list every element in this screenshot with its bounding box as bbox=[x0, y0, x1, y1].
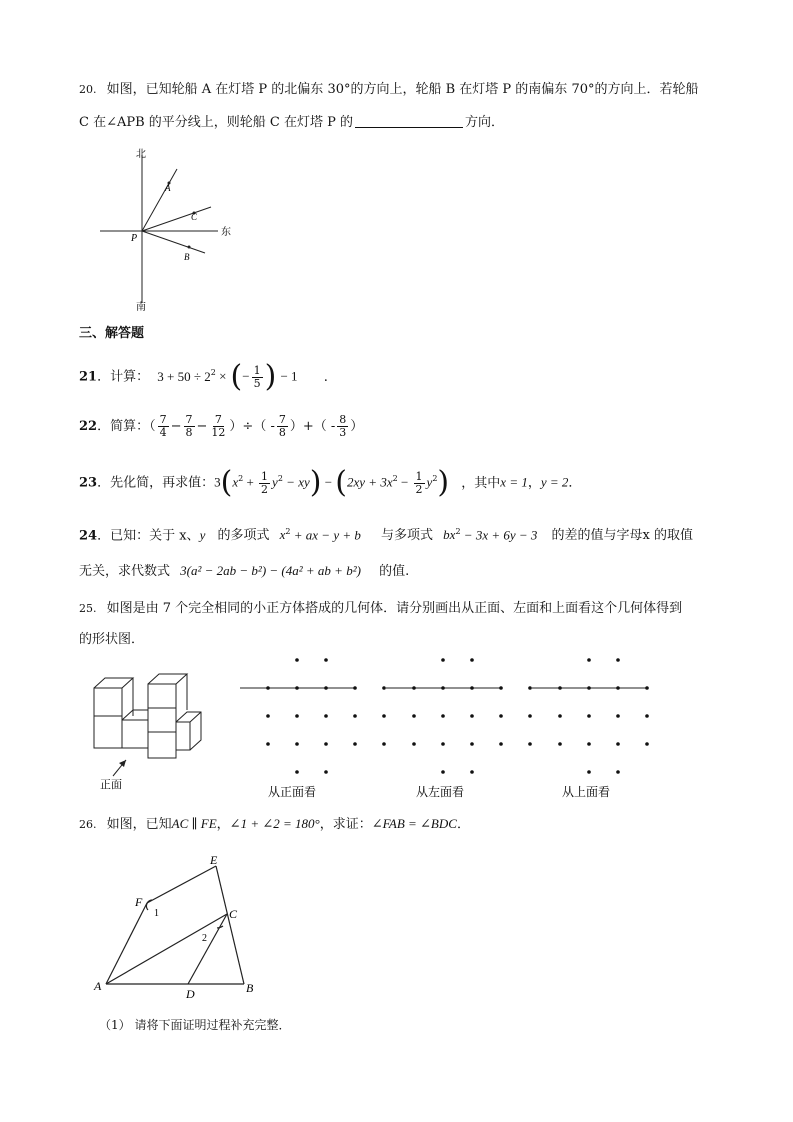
angle-1-arc bbox=[146, 900, 152, 910]
grid-dot bbox=[616, 742, 620, 746]
q23-half-2-num: 1 bbox=[415, 469, 423, 483]
q23-coef: 3 bbox=[214, 474, 221, 490]
q22-f5-den: 3 bbox=[339, 426, 347, 439]
grid-dot bbox=[499, 714, 503, 718]
cube-right-bottom-front bbox=[148, 732, 176, 758]
q22-minus-2: − bbox=[196, 419, 208, 434]
grid-dot bbox=[470, 770, 474, 774]
view-label-top: 从上面看 bbox=[562, 785, 611, 799]
q23-inner2a: 2xy + 3x bbox=[347, 474, 393, 490]
label-P: P bbox=[131, 233, 138, 244]
segment-DC bbox=[188, 914, 227, 984]
grid-dot bbox=[412, 714, 416, 718]
grid-dot bbox=[587, 686, 591, 690]
q21-frac-num: 1 bbox=[253, 363, 261, 377]
grid-dot bbox=[295, 742, 299, 746]
grid-dot bbox=[441, 658, 445, 662]
q25-dot-grids bbox=[232, 650, 662, 800]
grid-dot bbox=[528, 742, 532, 746]
grid-dot bbox=[324, 714, 328, 718]
grid-dot bbox=[441, 714, 445, 718]
cube-left-top-face bbox=[94, 678, 133, 688]
q23-end: ． bbox=[568, 475, 582, 491]
q22 bbox=[79, 414, 363, 439]
grid-dot bbox=[587, 714, 591, 718]
grid-dot bbox=[324, 686, 328, 690]
grid-dot bbox=[616, 714, 620, 718]
q23-lparen-2: ( bbox=[335, 465, 348, 500]
grid-dot bbox=[645, 714, 649, 718]
q24-text-1b: 的多项式 bbox=[217, 528, 270, 544]
q24-poly2b: − 3x + 6y − 3 bbox=[460, 527, 538, 543]
grid-dot bbox=[558, 714, 562, 718]
grid-dot bbox=[295, 770, 299, 774]
q22-f1-den: 4 bbox=[159, 426, 167, 439]
grid-dot bbox=[558, 686, 562, 690]
q21-tail: − 1 bbox=[280, 368, 298, 384]
q21-expr-a: 3 + 50 ÷ 2 bbox=[157, 368, 211, 384]
q23-sq-3: 2 bbox=[392, 474, 398, 484]
q22-frac-1 bbox=[158, 414, 169, 439]
grid-dot bbox=[266, 742, 270, 746]
grid-dot bbox=[558, 742, 562, 746]
cube-left-bottom-front bbox=[94, 716, 122, 748]
q24-line2 bbox=[79, 561, 409, 582]
grid-dot bbox=[616, 770, 620, 774]
grid-dot bbox=[324, 742, 328, 746]
q23-half-1 bbox=[259, 471, 270, 496]
q24-poly1-sq: 2 bbox=[285, 527, 291, 536]
grid-dot bbox=[353, 742, 357, 746]
grid-dot bbox=[528, 686, 532, 690]
q21-lparen: ( bbox=[230, 359, 243, 394]
dot-grid-group bbox=[240, 658, 662, 774]
grid-dot bbox=[470, 658, 474, 662]
q23-y: y bbox=[272, 474, 278, 490]
cube-right-mid-front bbox=[148, 708, 176, 732]
q23-plus: + bbox=[243, 474, 258, 490]
q24-poly1b: + ax − y + b bbox=[290, 527, 361, 543]
q20-number: 20. bbox=[79, 83, 97, 96]
q24-poly2-sq: 2 bbox=[455, 527, 461, 536]
grid-dot bbox=[470, 686, 474, 690]
grid-dot bbox=[441, 686, 445, 690]
q23-rparen-1: ) bbox=[309, 465, 322, 500]
grid-dot bbox=[295, 658, 299, 662]
label-angle-1: 1 bbox=[154, 908, 159, 919]
q22-frac-2 bbox=[184, 414, 195, 439]
q23-half-1-num: 1 bbox=[261, 469, 269, 483]
q22-f4-num: 7 bbox=[278, 413, 286, 426]
q23-sq-4: 2 bbox=[432, 474, 438, 484]
q24-text-1c: 与多项式 bbox=[381, 528, 434, 544]
q26-text-a: 如图，已知 bbox=[106, 817, 172, 832]
q21-label: ．计算： bbox=[97, 369, 150, 385]
q20-line1 bbox=[79, 80, 698, 100]
q23-label: ．先化简，再求值： bbox=[97, 475, 215, 491]
q23-half-2 bbox=[414, 471, 425, 496]
q20-compass-figure bbox=[95, 143, 235, 318]
q25-number: 25. bbox=[79, 602, 97, 615]
grid-dot bbox=[499, 742, 503, 746]
q22-f2-den: 8 bbox=[185, 426, 193, 439]
q23-half-1-den: 2 bbox=[261, 482, 269, 496]
grid-dot bbox=[295, 714, 299, 718]
q23-sq-2: 2 bbox=[277, 474, 283, 484]
front-arrow-head bbox=[119, 760, 126, 767]
grid-dot bbox=[324, 770, 328, 774]
q26-text-b: ， bbox=[216, 817, 230, 832]
grid-dot bbox=[295, 686, 299, 690]
label-F: F bbox=[135, 895, 143, 909]
q23-xy: − xy bbox=[282, 474, 310, 490]
q22-f3-den: 12 bbox=[211, 426, 226, 439]
cube-back-right-top-edge bbox=[190, 712, 201, 722]
grid-dot bbox=[382, 686, 386, 690]
q20-text-2a: C 在∠APB 的平分线上，则轮船 C 在灯塔 P 的 bbox=[79, 115, 354, 130]
q22-f5-num: 8 bbox=[339, 413, 347, 426]
q22-frac-3 bbox=[209, 414, 227, 439]
label-D: D bbox=[186, 987, 195, 1001]
label-B: B bbox=[184, 252, 190, 262]
q23-sq-1: 2 bbox=[238, 474, 244, 484]
q24-text-1a: ．已知：关于 x、 bbox=[97, 528, 200, 544]
grid-dot bbox=[470, 714, 474, 718]
q23-number: 23 bbox=[79, 475, 98, 491]
view-label-left: 从左面看 bbox=[416, 785, 465, 799]
q24-text-1d: 的差的值与字母x 的取值 bbox=[551, 528, 694, 544]
label-C2: C bbox=[229, 907, 238, 921]
grid-dot bbox=[266, 686, 270, 690]
q21-number: 21 bbox=[79, 369, 98, 385]
q26-text-d: ． bbox=[456, 817, 470, 832]
label-C: C bbox=[191, 212, 198, 222]
q22-f3-num: 7 bbox=[214, 413, 222, 426]
q23-inner2m: − bbox=[397, 474, 412, 490]
q24-poly2a: bx bbox=[443, 527, 456, 543]
grid-dot bbox=[382, 714, 386, 718]
label-north: 北 bbox=[136, 149, 146, 160]
cube-back-right bbox=[176, 722, 190, 750]
grid-dot bbox=[353, 686, 357, 690]
section-title: 三、解答题 bbox=[79, 326, 145, 341]
front-label: 正面 bbox=[100, 779, 122, 791]
grid-dot bbox=[499, 686, 503, 690]
q22-minus-1: − bbox=[170, 419, 182, 434]
q21-frac-den: 5 bbox=[253, 376, 261, 390]
q22-f1-num: 7 bbox=[159, 413, 167, 426]
cube-middle-front bbox=[122, 720, 148, 748]
grid-dot bbox=[587, 742, 591, 746]
grid-dot bbox=[412, 742, 416, 746]
grid-dot bbox=[353, 714, 357, 718]
q23-x: x bbox=[232, 474, 239, 490]
q26-goal: ∠FAB = ∠BDC bbox=[371, 816, 457, 831]
grid-dot bbox=[324, 658, 328, 662]
q21-neg: − bbox=[242, 368, 250, 384]
q20-line2 bbox=[79, 113, 504, 133]
q21-fraction bbox=[252, 365, 263, 390]
q23-where: ，其中 bbox=[461, 475, 501, 491]
grid-dot bbox=[587, 770, 591, 774]
label-A: A bbox=[165, 183, 171, 193]
grid-dot bbox=[441, 770, 445, 774]
q25-text-1: 如图是由 7 个完全相同的小正方体搭成的几何体．请分别画出从正面、左面和上面看这个几何体得到 bbox=[106, 601, 683, 616]
label-E: E bbox=[210, 853, 218, 867]
q26-line1 bbox=[79, 814, 470, 835]
q23-lparen-1: ( bbox=[220, 465, 233, 500]
cube-left-top-front bbox=[94, 688, 122, 716]
view-label-front: 从正面看 bbox=[268, 785, 317, 799]
q23-comma: ， bbox=[527, 475, 541, 491]
label-south: 南 bbox=[136, 302, 146, 313]
label-east: 东 bbox=[221, 227, 231, 238]
grid-dot bbox=[616, 658, 620, 662]
q21-times: × bbox=[215, 368, 227, 384]
cube-right-top-face bbox=[148, 674, 187, 684]
q24-text-2a: 无关，求代数式 bbox=[79, 564, 171, 579]
q23-rparen-2: ) bbox=[437, 465, 450, 500]
cube-middle-top bbox=[122, 710, 148, 720]
q24-poly1a: x bbox=[279, 527, 286, 543]
q24-y: y bbox=[199, 527, 206, 543]
cube-back-right-edges bbox=[176, 712, 201, 750]
q21 bbox=[79, 359, 328, 394]
q23 bbox=[79, 465, 582, 500]
ray-PB bbox=[142, 231, 205, 253]
q20-answer-blank bbox=[355, 113, 463, 128]
q22-frac-5 bbox=[337, 414, 348, 439]
q22-end: ） bbox=[350, 419, 364, 434]
q26-number: 26. bbox=[79, 818, 97, 831]
q22-label: ．简算：（ bbox=[97, 419, 156, 434]
point-B bbox=[188, 246, 191, 249]
grid-dot bbox=[645, 686, 649, 690]
q20-text-1: 如图，已知轮船 A 在灯塔 P 的北偏东 30°的方向上，轮船 B 在灯塔 P 的南偏东 70°的方向上．若轮船 bbox=[106, 82, 699, 97]
grid-dot bbox=[528, 714, 532, 718]
q21-rparen: ) bbox=[264, 359, 277, 394]
q23-half-2-den: 2 bbox=[415, 482, 423, 496]
q26-cond1: AC ∥ FE bbox=[171, 816, 217, 831]
grid-dot bbox=[616, 686, 620, 690]
ray-PA bbox=[142, 169, 177, 231]
q24-poly3: 3(a² − 2ab − b²) − (4a² + ab + b²) bbox=[180, 563, 361, 578]
segment-FE bbox=[147, 866, 216, 903]
q20-text-2b: 方向． bbox=[465, 115, 505, 130]
q24-number: 24 bbox=[79, 528, 98, 544]
q25-line1 bbox=[79, 599, 682, 619]
label-A2: A bbox=[94, 979, 102, 993]
q23-inner2b: y bbox=[426, 474, 433, 490]
q26-subpart-1: （1） 请将下面证明过程补充完整． bbox=[99, 1018, 291, 1032]
q21-sup: 2 bbox=[210, 368, 216, 378]
q25-cube-figure bbox=[88, 670, 213, 795]
grid-dot bbox=[645, 742, 649, 746]
q21-dot: . bbox=[323, 369, 328, 385]
q22-mid-2: ）+（ - bbox=[289, 419, 336, 434]
q23-xval: x = 1 bbox=[500, 474, 528, 490]
q22-f2-num: 7 bbox=[185, 413, 193, 426]
ray-PC bbox=[142, 207, 211, 231]
grid-dot bbox=[382, 742, 386, 746]
q22-frac-4 bbox=[277, 414, 288, 439]
q26-geometry-figure bbox=[90, 848, 270, 1003]
q24-text-2b: 的值. bbox=[379, 564, 410, 579]
q23-yval: y = 2 bbox=[540, 474, 569, 490]
grid-dot bbox=[441, 742, 445, 746]
q23-minus: − bbox=[321, 474, 336, 490]
cube-right-top-front bbox=[148, 684, 176, 708]
grid-dot bbox=[470, 742, 474, 746]
q26-text-c: ，求证： bbox=[319, 817, 372, 832]
label-angle-2: 2 bbox=[202, 933, 207, 944]
label-B2: B bbox=[246, 981, 254, 995]
grid-dot bbox=[266, 714, 270, 718]
q26-cond2: ∠1 + ∠2 = 180° bbox=[229, 816, 320, 831]
q22-f4-den: 8 bbox=[278, 426, 286, 439]
grid-dot bbox=[587, 658, 591, 662]
q22-mid-1: ）÷（ - bbox=[229, 419, 275, 434]
grid-dot bbox=[412, 686, 416, 690]
q24-line1 bbox=[79, 522, 693, 546]
q25-line2: 的形状图． bbox=[79, 632, 145, 647]
q22-number: 22 bbox=[79, 419, 98, 434]
